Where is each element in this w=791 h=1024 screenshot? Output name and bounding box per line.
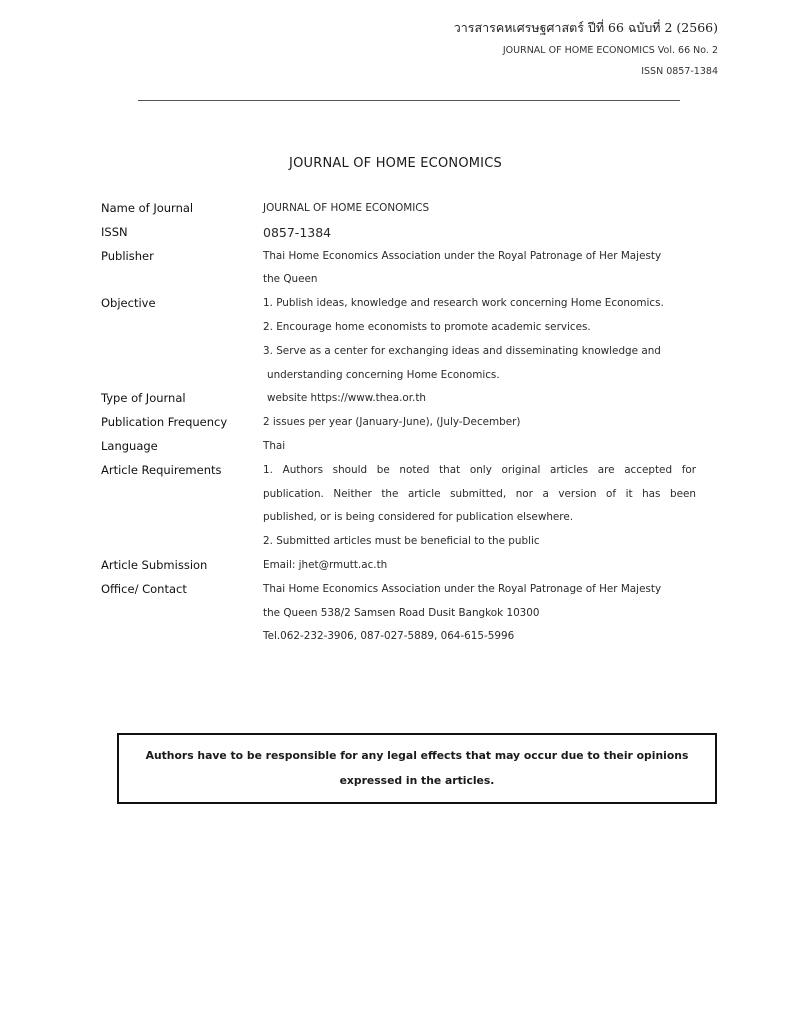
header-issn: ISSN 0857-1384 [641, 66, 718, 77]
info-label: Article Requirements [101, 462, 222, 477]
info-label: Language [101, 438, 158, 453]
info-value [263, 387, 696, 411]
info-row-objective [101, 292, 696, 387]
info-value-line: 2. Encourage home economists to promote academic services. [263, 320, 591, 333]
info-value-line: 2 issues per year (January-June), (July-December) [263, 416, 521, 429]
info-value [263, 435, 696, 459]
info-value [263, 292, 696, 387]
disclaimer-notice-box [117, 733, 717, 804]
info-label: Office/ Contact [101, 581, 187, 596]
info-value-line: 1. Authors should be noted that only original articles are accepted for [263, 463, 696, 476]
disclaimer-text-line: Authors have to be responsible for any legal effects that may occur due to their opinions [145, 749, 689, 762]
info-value-line: 3. Serve as a center for exchanging ideas and disseminating knowledge and [263, 344, 661, 357]
info-value-line: website https://www.thea.or.th [267, 392, 427, 405]
header-thai-journal-title: วารสารคหเศรษฐศาสตร์ ปีที่ 66 ฉบับที่ 2 (2566) [453, 20, 718, 35]
info-value-line: publication. Neither the article submitted, nor a version of it has been [263, 487, 696, 500]
info-value-line: JOURNAL OF HOME ECONOMICS [263, 202, 430, 214]
info-row-language [101, 435, 696, 459]
info-row-type-of-journal [101, 387, 696, 411]
info-value [263, 221, 696, 245]
info-label: Publisher [101, 248, 154, 263]
info-label: Article Submission [101, 557, 208, 572]
info-value-line: 2. Submitted articles must be beneficial to the public [263, 535, 540, 548]
info-row-publisher [101, 245, 696, 293]
info-label: Type of Journal [101, 391, 186, 406]
info-row-issn [101, 221, 696, 245]
info-value [263, 459, 696, 554]
info-row-office-contact [101, 578, 696, 649]
info-row-article-submission [101, 554, 696, 578]
info-label: ISSN [101, 224, 128, 239]
info-row-name-of-journal [101, 197, 696, 221]
info-value-line: published, or is being considered for publication elsewhere. [263, 511, 574, 524]
header-english-journal-title: JOURNAL OF HOME ECONOMICS Vol. 66 No. 2 [502, 45, 718, 56]
disclaimer-text-line: expressed in the articles. [339, 774, 495, 787]
info-label: Publication Frequency [101, 415, 228, 430]
info-row-article-requirements [101, 459, 696, 554]
info-value [263, 578, 696, 649]
info-row-publication-frequency [101, 411, 696, 435]
header-divider [138, 100, 680, 101]
info-value [263, 554, 696, 578]
running-header [454, 20, 718, 78]
info-value-line: Thai [263, 439, 286, 452]
info-value-line: 1. Publish ideas, knowledge and research work concerning Home Economics. [263, 297, 664, 310]
info-value-line: the Queen [263, 273, 318, 286]
info-value-line: the Queen 538/2 Samsen Road Dusit Bangkok 10300 [263, 606, 540, 619]
info-value-line: Tel.062-232-3906, 087-027-5889, 064-615-5996 [263, 630, 515, 643]
info-value-line: Thai Home Economics Association under the Royal Patronage of Her Majesty [263, 249, 662, 262]
journal-info-table [101, 197, 696, 649]
info-value [263, 245, 696, 293]
info-label: Objective [101, 296, 156, 311]
info-value [263, 197, 696, 221]
info-value-line: Email: jhet@rmutt.ac.th [263, 558, 388, 571]
page-title: JOURNAL OF HOME ECONOMICS [289, 156, 502, 171]
info-value [263, 411, 696, 435]
info-value-line: understanding concerning Home Economics. [267, 368, 500, 381]
info-value-line: 0857-1384 [263, 224, 332, 240]
info-label: Name of Journal [101, 201, 194, 215]
info-value-line: Thai Home Economics Association under the Royal Patronage of Her Majesty [263, 582, 662, 595]
